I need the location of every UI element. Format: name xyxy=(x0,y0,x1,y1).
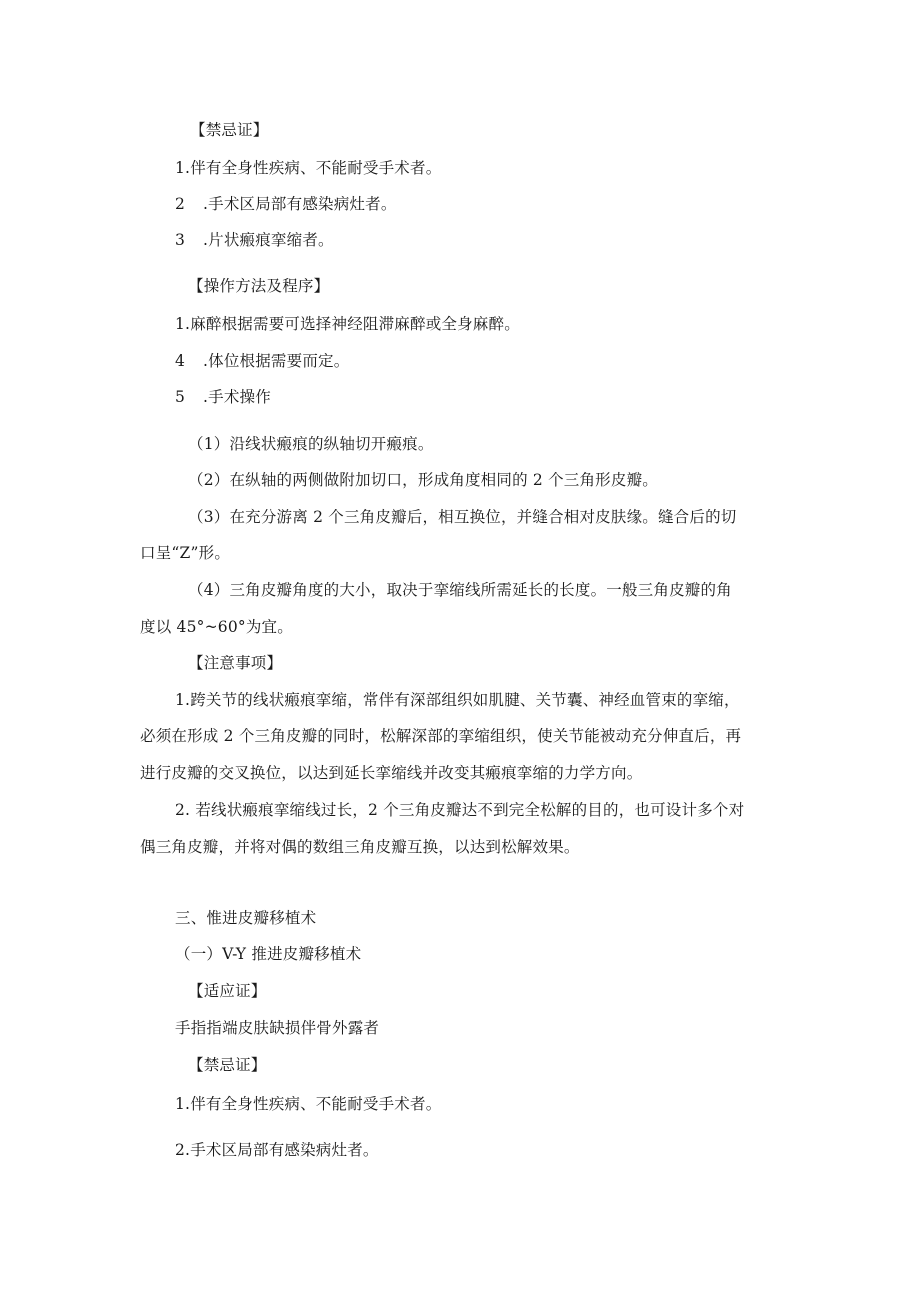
procedure-step-4-line-1: （4）三角皮瓣角度的大小，取决于挛缩线所需延长的长度。一般三角皮瓣的角 xyxy=(188,581,732,599)
contraindications-heading-2: 【禁忌证】 xyxy=(188,1056,267,1074)
section-title: 三、惟进皮瓣移植术 xyxy=(175,909,317,927)
section-subtitle: （一）V-Y 推进皮瓣移植术 xyxy=(175,945,362,963)
item-text: .手术区局部有感染病灶者。 xyxy=(203,195,397,213)
item-text: .体位根据需要而定。 xyxy=(203,352,350,370)
contraindication-item-2 xyxy=(175,194,397,214)
procedure-step-1: （1）沿线状瘢痕的纵轴切开瘢痕。 xyxy=(188,435,434,453)
procedure-step-3-line-2: 口呈“Z”形。 xyxy=(140,544,231,562)
procedure-heading: 【操作方法及程序】 xyxy=(188,277,330,295)
note-1-line-1: 1.跨关节的线状瘢痕挛缩，常伴有深部组织如肌腱、关节囊、神经血管束的挛缩， xyxy=(175,691,740,709)
contraindication-item-1: 1.伴有全身性疾病、不能耐受手术者。 xyxy=(175,159,442,177)
procedure-item-5 xyxy=(175,387,271,407)
procedure-step-2: （2）在纵轴的两侧做附加切口，形成角度相同的 2 个三角形皮瓣。 xyxy=(188,471,658,489)
note-1-line-3: 进行皮瓣的交叉换位，以达到延长挛缩线并改变其瘢痕挛缩的力学方向。 xyxy=(140,764,643,782)
notes-heading: 【注意事项】 xyxy=(188,654,283,672)
item-text: .手术操作 xyxy=(203,388,271,406)
procedure-item-4 xyxy=(175,351,349,371)
contraindications-heading: 【禁忌证】 xyxy=(190,121,269,139)
note-1-line-2: 必须在形成 2 个三角皮瓣的同时，松解深部的挛缩组织，使关节能被动充分伸直后，再 xyxy=(140,727,742,745)
procedure-item-1: 1.麻醉根据需要可选择神经阻滞麻醉或全身麻醉。 xyxy=(175,315,520,333)
note-2-line-2: 偶三角皮瓣，并将对偶的数组三角皮瓣互换，以达到松解效果。 xyxy=(140,838,580,856)
note-2-line-1: 2. 若线状瘢痕挛缩线过长，2 个三角皮瓣达不到完全松解的目的，也可设计多个对 xyxy=(175,801,745,819)
contraindication-2-item-1: 1.伴有全身性疾病、不能耐受手术者。 xyxy=(175,1095,442,1113)
item-number: 2 xyxy=(175,195,186,213)
indications-text: 手指指端皮肤缺损伴骨外露者 xyxy=(175,1019,380,1037)
indications-heading: 【适应证】 xyxy=(188,982,267,1000)
item-number: 4 xyxy=(175,352,186,370)
contraindication-item-3 xyxy=(175,230,334,250)
item-number: 3 xyxy=(175,231,186,249)
procedure-step-4-line-2: 度以 45°~60°为宜。 xyxy=(140,618,293,636)
procedure-step-3-line-1: （3）在充分游离 2 个三角皮瓣后，相互换位，并缝合相对皮肤缘。缝合后的切 xyxy=(188,508,737,526)
item-number: 5 xyxy=(175,388,186,406)
item-text: .片状瘢痕挛缩者。 xyxy=(203,231,334,249)
contraindication-2-item-2: 2.手术区局部有感染病灶者。 xyxy=(175,1141,379,1159)
